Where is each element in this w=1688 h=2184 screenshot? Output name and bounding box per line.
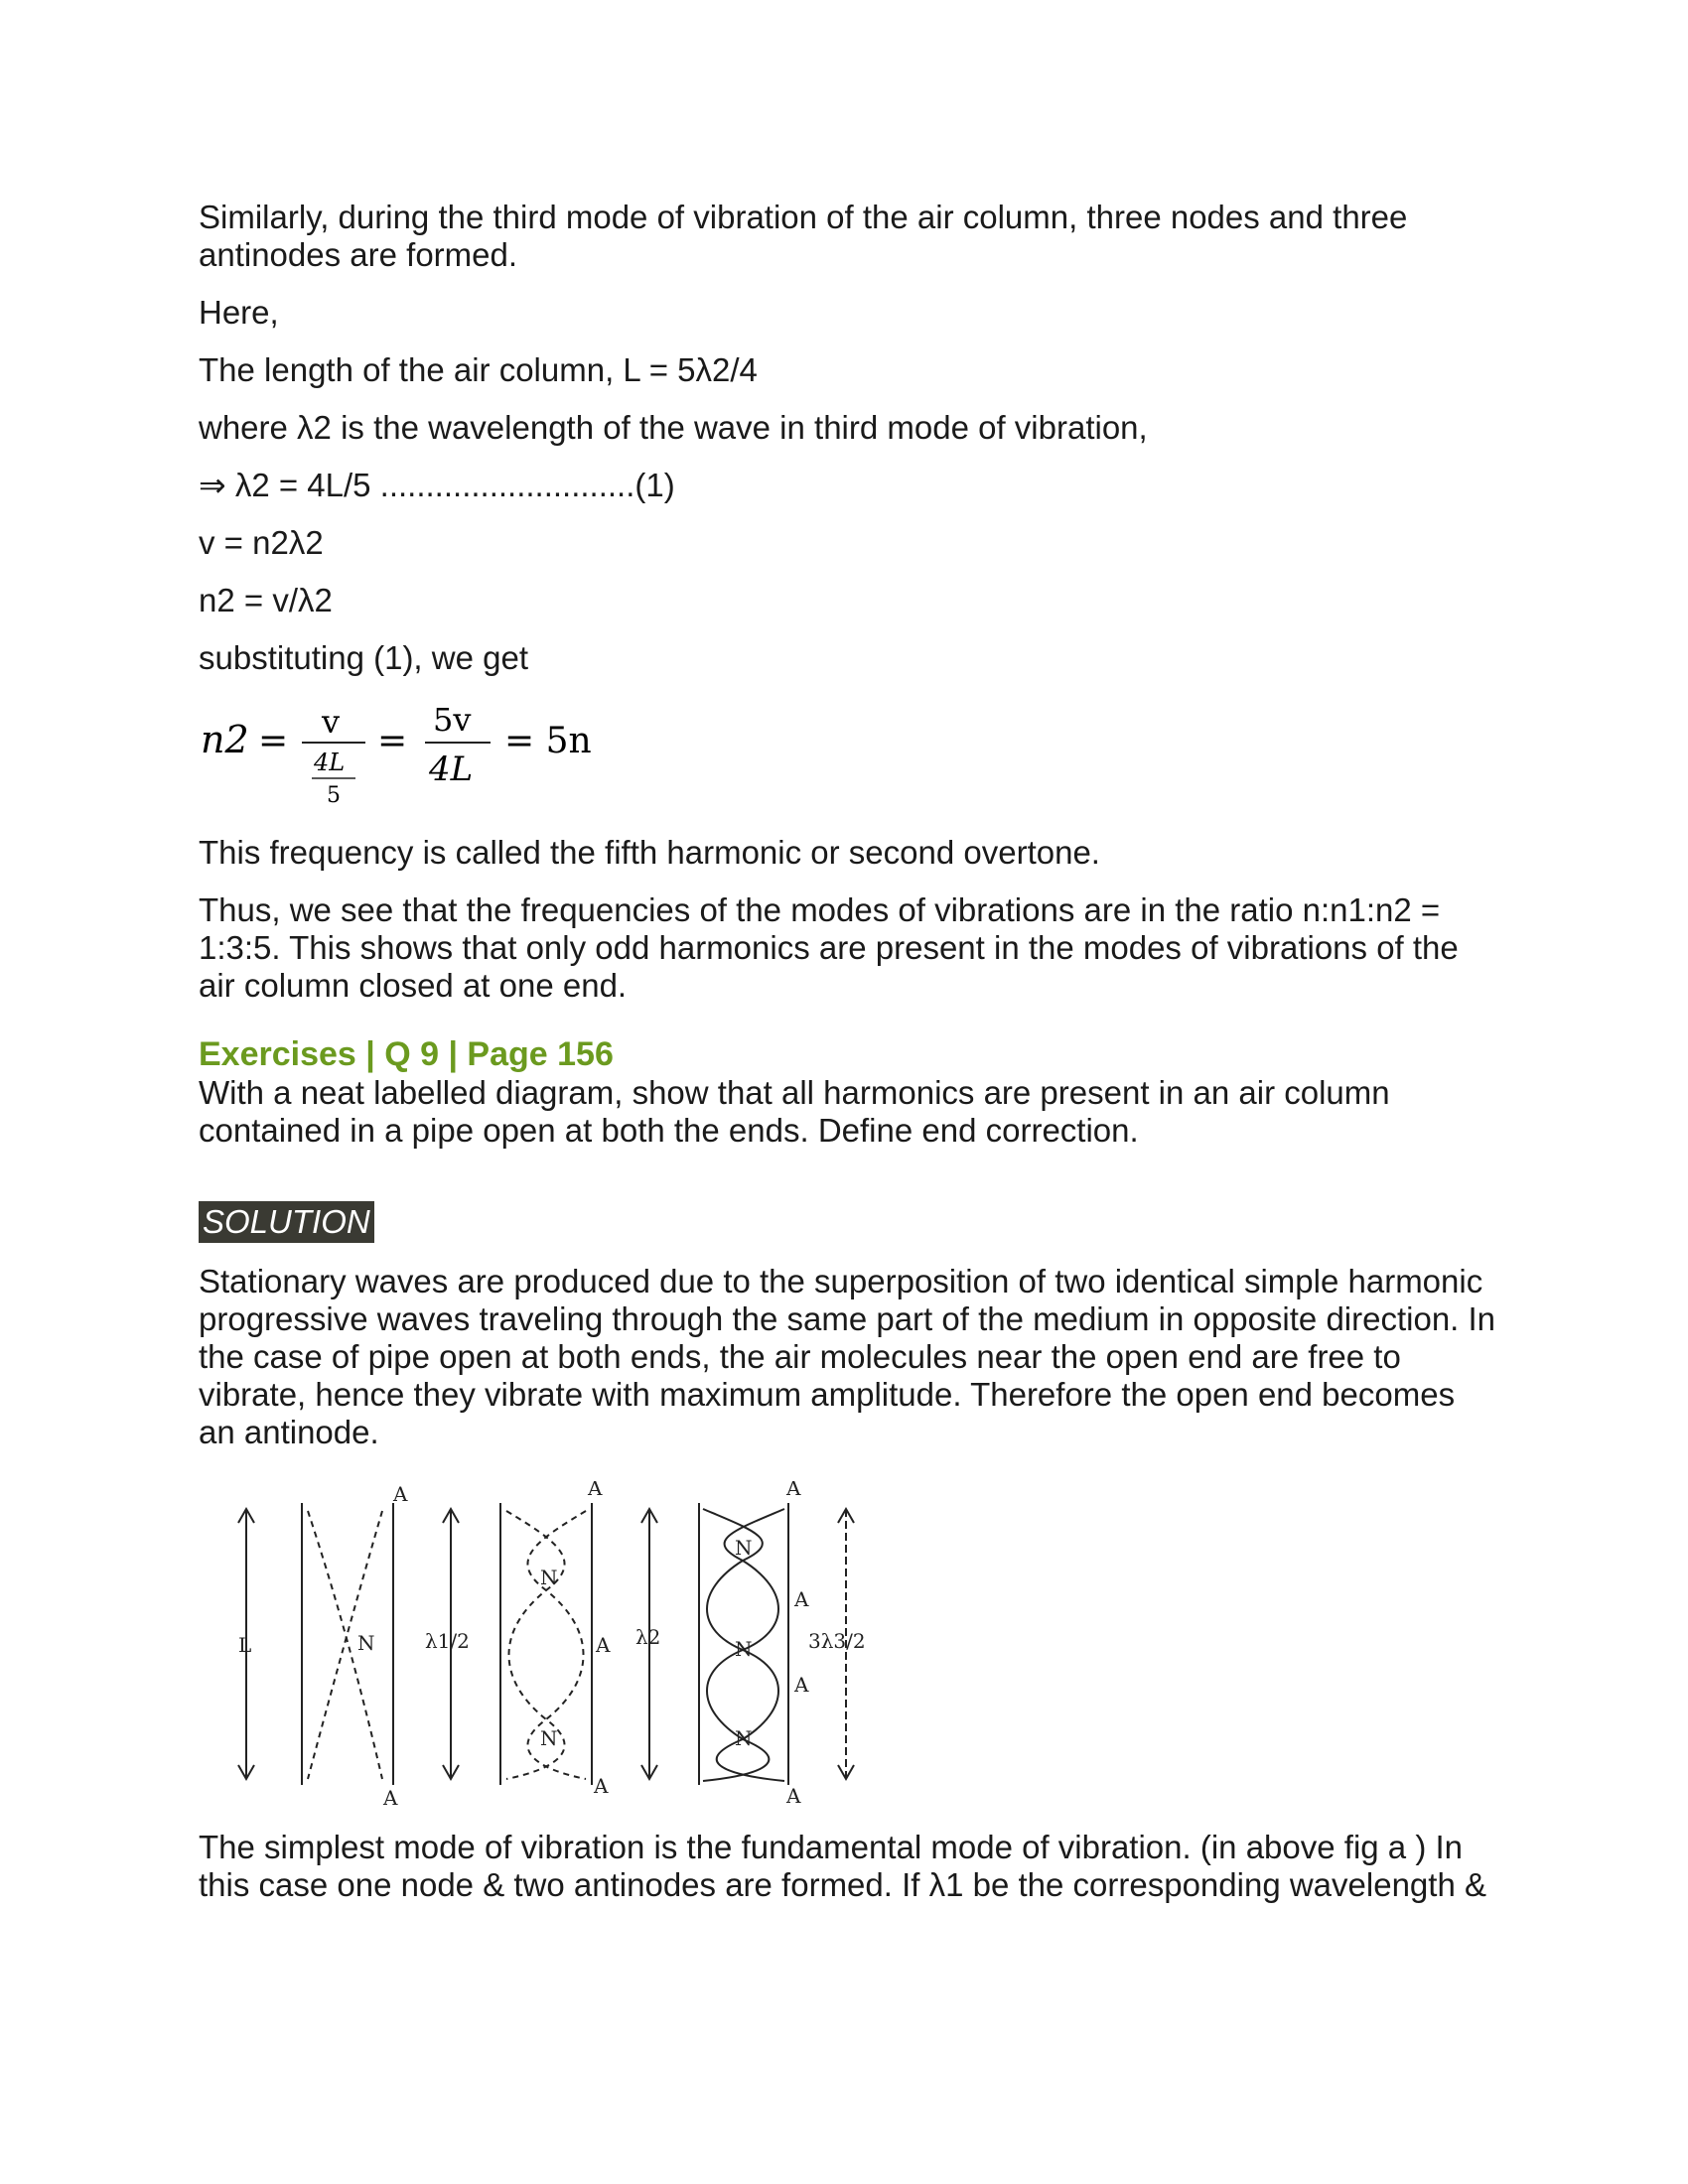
label-A-pipe1-bottom: A: [383, 1786, 398, 1809]
label-A-pipe3-2: A: [794, 1673, 809, 1697]
label-N-pipe3-1: N: [735, 1536, 753, 1560]
equation-frequency: n2 = v/λ2: [199, 582, 333, 618]
length-equation: The length of the air column, L = 5λ2/4: [199, 351, 758, 388]
solution-badge: SOLUTION: [199, 1201, 374, 1243]
label-N-pipe3-3: N: [735, 1726, 753, 1750]
open-pipe-modes-diagram: [199, 1481, 894, 1809]
solution-paragraph: Stationary waves are produced due to the superposition of two identical simple harmonic progressive waves traveling through the same part of the medium in opposite direction. In the case of pipe open at both ends, the air molecules near the open end are free to vibrate, hence they vibrate with maximum amplitude. Therefore the open end becomes an antinode.: [199, 1263, 1496, 1450]
frac-lhs: n2: [201, 718, 249, 761]
here-text: Here,: [199, 294, 279, 331]
closing-paragraph: The simplest mode of vibration is the fundamental mode of vibration. (in above fig a ) In this case one node & two antinodes are formed. If λ1 be the corresponding wavelength &: [199, 1829, 1486, 1903]
exercise-question: With a neat labelled diagram, show that all harmonics are present in an air column contained in a pipe open at both the ends. Define end correction.: [199, 1074, 1390, 1149]
harmonic-line: This frequency is called the fifth harmonic or second overtone.: [199, 834, 1100, 871]
exercise-heading[interactable]: Exercises | Q 9 | Page 156: [199, 1035, 614, 1073]
label-A-pipe3-top: A: [786, 1481, 801, 1500]
frac-eq-2: =: [377, 721, 408, 761]
label-N-pipe1: N: [357, 1631, 375, 1655]
label-A-pipe2-mid: A: [596, 1633, 611, 1657]
label-A-pipe1-top: A: [393, 1482, 408, 1506]
fraction-equation: [199, 695, 1499, 814]
label-N-pipe2-bottom: N: [540, 1726, 558, 1750]
ratio-paragraph: Thus, we see that the frequencies of the modes of vibrations are in the ratio n:n1:n2 = 1:3:5. This shows that only odd harmonics are present in the modes of vibrations of the air column closed at one end.: [199, 891, 1459, 1004]
label-N-pipe2-top: N: [540, 1566, 558, 1589]
frac-num-1: v: [322, 703, 341, 741]
frac-den-den: 5: [327, 783, 341, 808]
equation-velocity: v = n2λ2: [199, 524, 324, 561]
frac-num-2: 5v: [433, 701, 472, 739]
document-page: [199, 199, 1499, 1904]
frac-eq-1: =: [258, 721, 289, 761]
frac-den-num: 4L: [314, 749, 346, 776]
frac-result: = 5n: [504, 721, 592, 761]
substituting-text: substituting (1), we get: [199, 639, 528, 676]
label-A-pipe2-bottom: A: [594, 1774, 609, 1798]
label-A-pipe3-1: A: [794, 1587, 809, 1611]
label-3lambda3-half: 3λ3/2: [808, 1629, 866, 1653]
wavelength-definition: where λ2 is the wavelength of the wave in third mode of vibration,: [199, 409, 1148, 446]
label-N-pipe3-2: N: [735, 1637, 753, 1661]
label-A-pipe3-bottom: A: [786, 1784, 801, 1808]
frac-den-2: 4L: [429, 750, 474, 789]
label-L: L: [238, 1633, 252, 1657]
intro-paragraph: Similarly, during the third mode of vibration of the air column, three nodes and three antinodes are formed.: [199, 199, 1408, 273]
label-lambda2: λ2: [635, 1625, 661, 1649]
equation-1: ⇒ λ2 = 4L/5 ............................(1): [199, 467, 675, 503]
label-lambda1-half: λ1/2: [425, 1629, 470, 1653]
label-A-pipe2-top: A: [588, 1481, 603, 1500]
